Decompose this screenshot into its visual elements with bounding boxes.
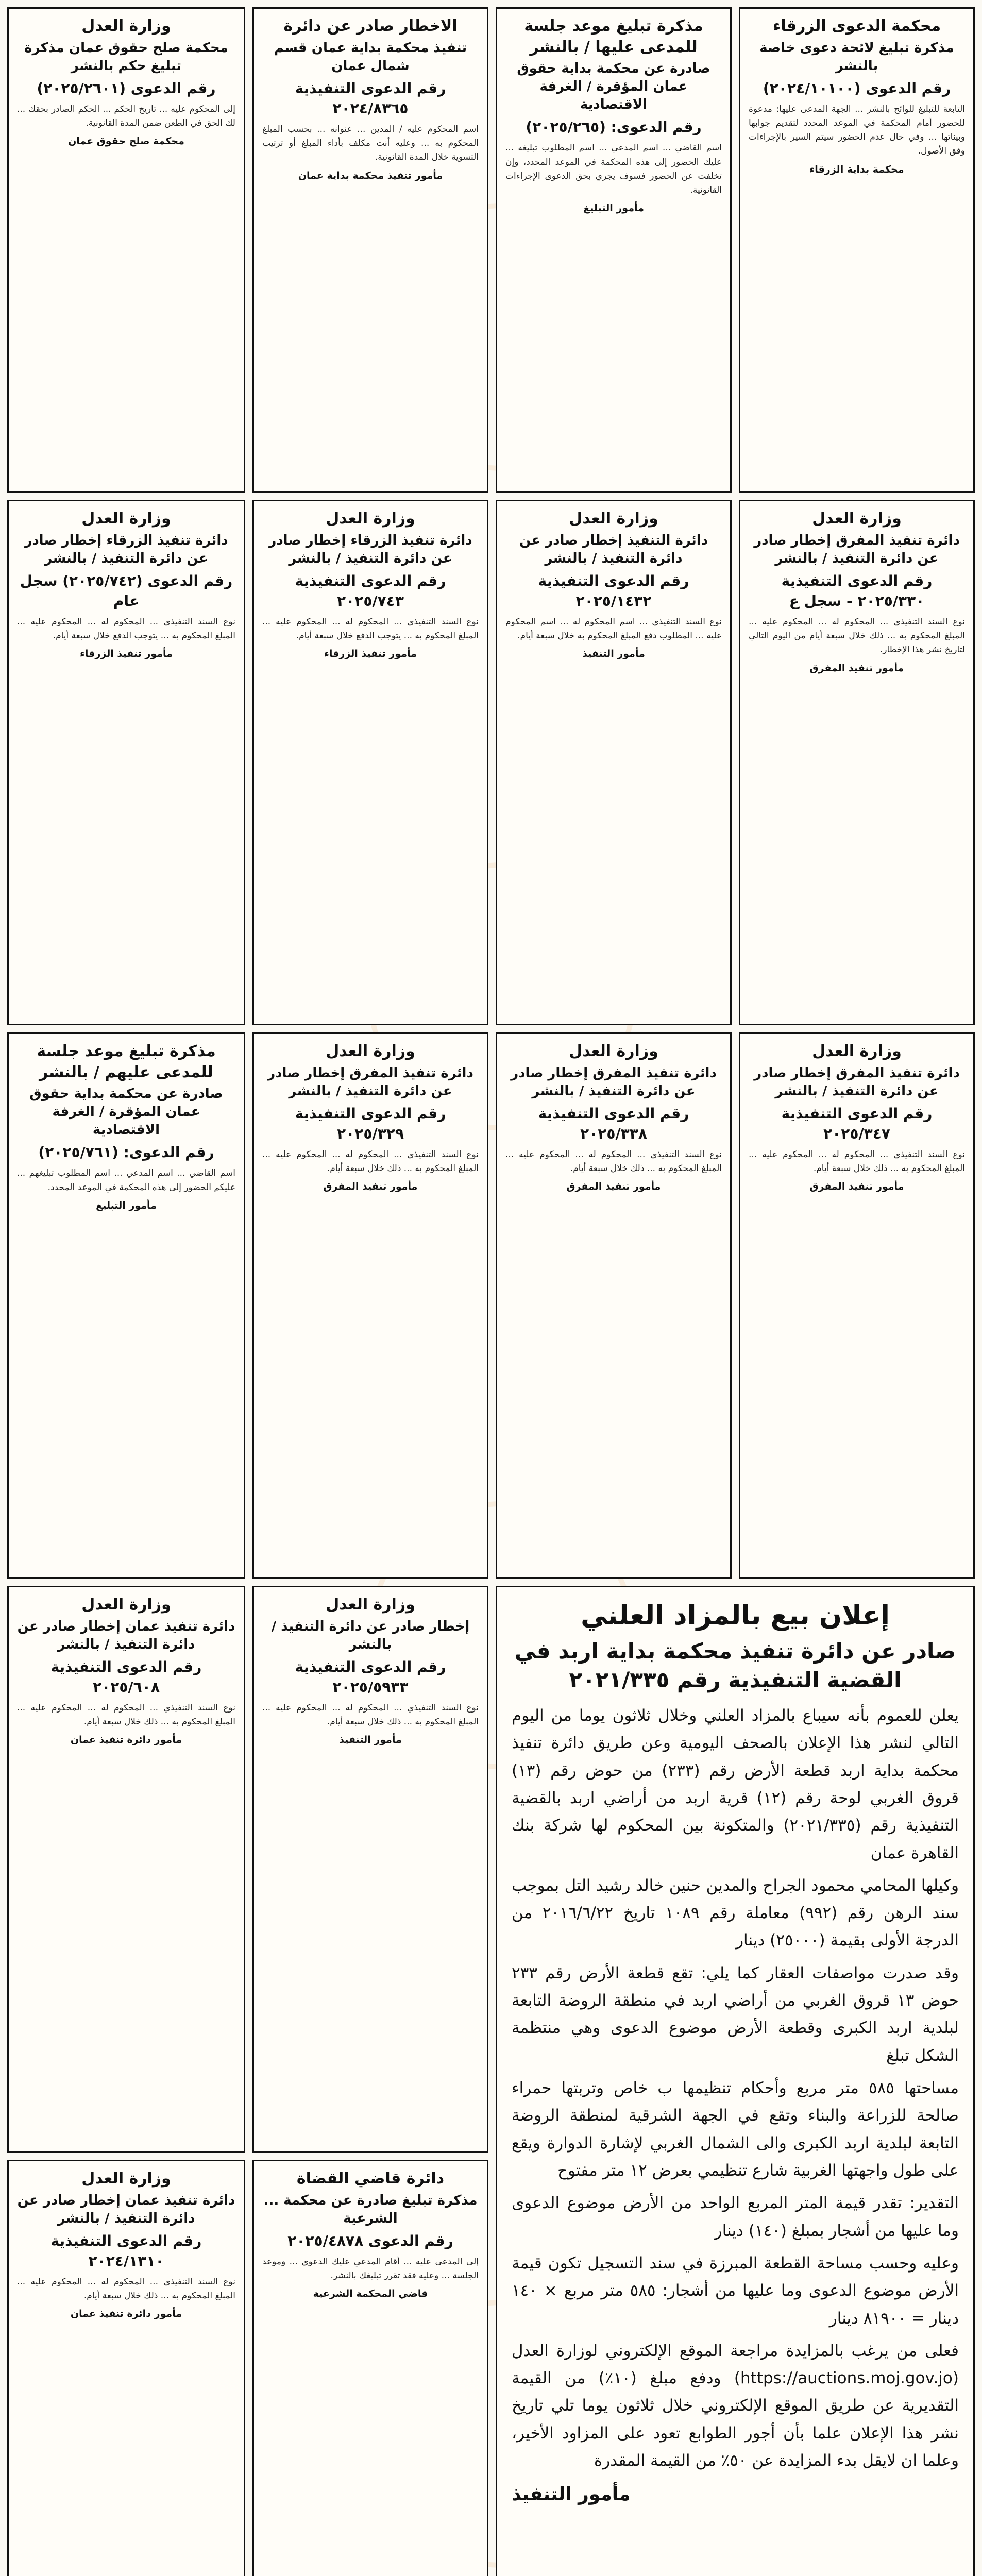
notice-card <box>739 1032 975 1579</box>
notice-title: مذكرة تبليغ موعد جلسة للمدعى عليها / بالنشر <box>524 17 703 56</box>
notice-signature: محكمة صلح حقوق عمان <box>68 135 184 147</box>
newspaper-page <box>7 7 975 2576</box>
notice-signature: محكمة بداية الزرقاء <box>809 163 904 175</box>
notice-body: نوع السند التنفيذي ... المحكوم له ... المحكوم عليه ... المبلغ المحكوم به ... ذلك خلال سبعة أيام من اليوم التالي لتاريخ نشر هذا الإخطار. <box>749 617 965 655</box>
notice-body: نوع السند التنفيذي ... المحكوم له ... المحكوم عليه ... المبلغ المحكوم به ... ذلك خلال سبعة أيام. <box>262 1149 479 1174</box>
notice-body: التابعة للتبليغ للوائح بالنشر ... الجهة المدعى عليها: مدعوة للحضور أمام المحكمة في الموعد المحدد لتقديم جوابها وبيناتها ... وفي حال عدم الحضور سيتم السير بالإجراءات وفق الأصول. <box>749 104 965 157</box>
notice-card <box>252 2160 488 2576</box>
case-number: رقم الدعوى التنفيذية ٢٠٢٤/٨٣٦٥ <box>295 79 446 117</box>
case-number: رقم الدعوى التنفيذية ٢٠٢٥/٣٢٩ <box>295 1105 446 1142</box>
notice-subtitle: دائرة تنفيذ المفرق إخطار صادر عن دائرة التنفيذ / بالنشر <box>754 1065 960 1099</box>
notice-card <box>739 7 975 493</box>
notice-card <box>7 2160 245 2576</box>
notice-card <box>252 1586 488 2153</box>
notice-card <box>252 1032 488 1579</box>
notice-signature: قاضي المحكمة الشرعية <box>313 2288 428 2300</box>
notice-subtitle: مذكرة تبليغ لائحة دعوى خاصة بالنشر <box>759 40 954 74</box>
case-number: رقم الدعوى التنفيذية ٢٠٢٤/١٣١٠ <box>50 2232 202 2269</box>
case-number: رقم الدعوى: (٢٠٢٥/٧٦١) <box>38 1144 214 1161</box>
case-number: رقم الدعوى التنفيذية ٢٠٢٥/٣٤٧ <box>781 1105 933 1142</box>
notice-title: محكمة الدعوى الزرقاء <box>772 17 941 35</box>
notice-title: وزارة العدل <box>569 510 658 528</box>
case-number: رقم الدعوى التنفيذية ٢٠٢٥/٣٣٠ - سجل ع <box>781 572 933 609</box>
notice-body: نوع السند التنفيذي ... المحكوم له ... المحكوم عليه ... المبلغ المحكوم به ... ذلك خلال سبعة أيام. <box>262 1703 479 1727</box>
notice-subtitle: دائرة التنفيذ إخطار صادر عن دائرة التنفيذ / بالنشر <box>519 532 708 566</box>
notice-card <box>252 7 488 493</box>
notice-card <box>7 1032 245 1579</box>
notice-subtitle: دائرة تنفيذ عمان إخطار صادر عن دائرة التنفيذ / بالنشر <box>17 1618 235 1652</box>
auction-subtitle: صادر عن دائرة تنفيذ محكمة بداية اربد في القضية التنفيذية رقم ٢٠٢١/٣٣٥ <box>514 1638 956 1693</box>
auction-paragraph: مساحتها ٥٨٥ متر مربع وأحكام تنظيمها ب خاص وتربتها حمراء صالحة للزراعة والبناء وتقع في الجهة الشرقية لمنطقة الروضة التابعة لبلدية اربد الكبرى والى الشمال الغربي لإشارة الدوارة ويقع على طول واجهتها الغربية شارع تنظيمي بعرض ١٢ متر مفتوح <box>512 2079 959 2180</box>
auction-title: إعلان بيع بالمزاد العلني <box>581 1600 890 1631</box>
notice-signature: مأمور تنفيذ المفرق <box>323 1181 418 1193</box>
auction-paragraph: التقدير: تقدر قيمة المتر المربع الواحد من الأرض موضوع الدعوى وما عليها من أشجار بمبلغ (١٤٠) دينار <box>512 2194 959 2240</box>
notice-signature: مأمور التبليغ <box>96 1199 157 1211</box>
auction-paragraph: فعلى من يرغب بالمزايدة مراجعة الموقع الإلكتروني لوزارة العدل (https://auctions.moj.gov.jo) ودفع مبلغ (١٠٪) من القيمة التقديرية عن طريق الموقع الإلكتروني خلال ثلاثون يوما تلي تاريخ نشر هذا الإعلان علما بأن أجور الطوابع تعود على المزاود الأخير، وعلما ان لايقل بدء المزايدة عن ٥٠٪ من القيمة المقدرة <box>512 2341 959 2470</box>
notice-body: اسم القاضي ... اسم المدعي ... اسم المطلوب تبليغهم ... عليكم الحضور إلى هذه المحكمة في الموعد المحدد. <box>17 1168 235 1193</box>
notice-subtitle: تنفيذ محكمة بداية عمان قسم شمال عمان <box>274 40 467 74</box>
notice-body: نوع السند التنفيذي ... المحكوم له ... المحكوم عليه ... المبلغ المحكوم به ... يتوجب الدفع خلال سبعة أيام. <box>17 617 235 641</box>
notice-subtitle: دائرة تنفيذ الزرقاء إخطار صادر عن دائرة التنفيذ / بالنشر <box>24 532 228 566</box>
notice-title: وزارة العدل <box>81 17 171 35</box>
notice-title: وزارة العدل <box>81 2170 171 2188</box>
notice-signature: مأمور تنفيذ المفرق <box>566 1181 661 1193</box>
auction-paragraph: يعلن للعموم بأنه سيباع بالمزاد العلني وخلال ثلاثون يوما من اليوم التالي لنشر هذا الإعلان بالصحف اليومية وعن طريق دائرة تنفيذ محكمة بداية اربد قطعة الأرض رقم (٢٣٣) من حوض رقم (١٣) قروق الغربي لوحة رقم (١٢) قرية اربد من أراضي اربد بالقضية التنفيذية رقم (٢٠٢١/٣٣٥) والمتكونة بين المحكوم لها شركة بنك القاهرة عمان <box>512 1706 959 1862</box>
auction-paragraph: وقد صدرت مواصفات العقار كما يلي: تقع قطعة الأرض رقم ٢٣٣ حوض ١٣ قروق الغربي من أراضي اربد في منطقة الروضة التابعة لبلدية اربد الكبرى وقطعة الأرض موضوع الدعوى وهي منتظمة الشكل تبلغ <box>512 1963 959 2065</box>
notice-subtitle: دائرة تنفيذ المفرق إخطار صادر عن دائرة التنفيذ / بالنشر <box>267 1065 473 1099</box>
notice-signature: مأمور تنفيذ محكمة بداية عمان <box>298 170 443 181</box>
notice-body: إلى المحكوم عليه ... تاريخ الحكم ... الحكم الصادر بحقك ... لك الحق في الطعن ضمن المدة القانونية. <box>17 104 235 129</box>
case-number: رقم الدعوى التنفيذية ٢٠٢٥/٧٤٣ <box>295 572 446 609</box>
case-number: رقم الدعوى التنفيذية ٢٠٢٥/٣٣٨ <box>538 1105 689 1142</box>
case-number: رقم الدعوى ٢٠٢٥/٤٨٧٨ <box>287 2232 453 2249</box>
notice-body: نوع السند التنفيذي ... المحكوم له ... المحكوم عليه ... المبلغ المحكوم به ... يتوجب الدفع خلال سبعة أيام. <box>262 617 479 641</box>
notice-signature: مأمور تنفيذ الزرقاء <box>324 648 417 660</box>
notice-card <box>496 500 732 1025</box>
notice-card <box>7 1586 245 2153</box>
notice-signature: مأمور تنفيذ الزرقاء <box>80 648 173 660</box>
auction-signature: مأمور التنفيذ <box>512 2484 631 2505</box>
notice-body: نوع السند التنفيذي ... المحكوم له ... المحكوم عليه ... المبلغ المحكوم به ... ذلك خلال سبعة أيام. <box>749 1149 965 1174</box>
notice-title: وزارة العدل <box>326 1596 415 1614</box>
notice-card <box>252 500 488 1025</box>
notice-body: اسم المحكوم عليه / المدين ... عنوانه ... بحسب المبلغ المحكوم به ... وعليه أنت مكلف بأداء المبلغ أو ترتيب التسوية خلال المدة القانونية. <box>262 124 479 163</box>
notice-signature: مأمور التبليغ <box>583 202 644 214</box>
case-number: رقم الدعوى: (٢٠٢٥/٢٦٥) <box>526 118 702 136</box>
notice-title: وزارة العدل <box>81 510 171 528</box>
notice-subtitle: إخطار صادر عن دائرة التنفيذ / بالنشر <box>271 1618 470 1652</box>
notice-signature: مأمور دائرة تنفيذ عمان <box>70 1734 182 1746</box>
auction-paragraph: وكيلها المحامي محمود الجراح والمدين حنين خالد رشيد التل بموجب سند الرهن رقم (٩٩٢) معاملة رقم ١٠٨٩ تاريخ ٢٠١٦/٦/٢٢ من الدرجة الأولى بقيمة (٢٥٠٠٠) دينار <box>512 1876 959 1950</box>
notice-card <box>496 1032 732 1579</box>
notice-subtitle: صادرة عن محكمة بداية حقوق عمان المؤقرة / الغرفة الاقتصادية <box>517 61 710 113</box>
notice-body: اسم القاضي ... اسم المدعي ... اسم المطلوب تبليغه ... عليك الحضور إلى هذه المحكمة في الموعد المحدد، وإن تخلفت عن الحضور فسوف يجري بحق الدعوى الإجراءات القانونية. <box>505 143 722 196</box>
notice-signature: مأمور تنفيذ المفرق <box>809 1181 904 1193</box>
notice-title: مذكرة تبليغ موعد جلسة للمدعى عليهم / بالنشر <box>37 1042 216 1081</box>
notice-signature: مأمور دائرة تنفيذ عمان <box>70 2308 182 2320</box>
notice-subtitle: دائرة تنفيذ المفرق إخطار صادر عن دائرة التنفيذ / بالنشر <box>511 1065 717 1099</box>
notice-body: إلى المدعى عليه ... أقام المدعي عليك الدعوى ... وموعد الجلسة ... وعليه فقد تقرر تبليغك بالنشر. <box>262 2256 479 2281</box>
notice-subtitle: دائرة تنفيذ الزرقاء إخطار صادر عن دائرة التنفيذ / بالنشر <box>268 532 472 566</box>
auction-body <box>512 1702 959 2475</box>
notice-body: نوع السند التنفيذي ... المحكوم له ... المحكوم عليه ... المبلغ المحكوم به ... ذلك خلال سبعة أيام. <box>17 1703 235 1727</box>
notice-signature: مأمور التنفيذ <box>339 1734 402 1746</box>
notice-title: دائرة قاضي القضاة <box>296 2170 445 2188</box>
auction-notice <box>496 1586 975 2576</box>
case-number: رقم الدعوى (٢٠٢٥/٧٤٢) سجل عام <box>20 572 233 609</box>
notice-title: وزارة العدل <box>812 1042 902 1060</box>
notice-subtitle: مذكرة تبليغ صادرة عن محكمة ... الشرعية <box>263 2192 478 2226</box>
case-number: رقم الدعوى التنفيذية ٢٠٢٥/٥٩٣٣ <box>295 1658 446 1696</box>
notice-card <box>7 500 245 1025</box>
notice-title: الاخطار صادر عن دائرة <box>283 17 458 35</box>
case-number: رقم الدعوى التنفيذية ٢٠٢٥/٦٠٨ <box>50 1658 202 1696</box>
notice-subtitle: دائرة تنفيذ المفرق إخطار صادر عن دائرة التنفيذ / بالنشر <box>754 532 960 566</box>
case-number: رقم الدعوى (٢٠٢٤/١٠١٠٠) <box>763 79 951 97</box>
notice-title: وزارة العدل <box>81 1596 171 1614</box>
notice-title: وزارة العدل <box>569 1042 658 1060</box>
auction-paragraph: وعليه وحسب مساحة القطعة المبرزة في سند التسجيل تكون قيمة الأرض موضوع الدعوى وما عليها من أشجار: ٥٨٥ متر مربع × ١٤٠ دينار = ٨١٩٠٠ دينار <box>512 2253 959 2328</box>
notice-subtitle: محكمة صلح حقوق عمان مذكرة تبليغ حكم بالنشر <box>24 40 228 74</box>
case-number: رقم الدعوى (٢٠٢٥/٢٦٠١) <box>37 79 216 97</box>
notice-signature: مأمور تنفيذ المفرق <box>809 662 904 674</box>
notice-signature: مأمور التنفيذ <box>582 648 645 660</box>
notice-body: نوع السند التنفيذي ... المحكوم له ... المحكوم عليه ... المبلغ المحكوم به ... ذلك خلال سبعة أيام. <box>505 1149 722 1174</box>
notice-title: وزارة العدل <box>326 510 415 528</box>
notice-card <box>739 500 975 1025</box>
notice-subtitle: صادرة عن محكمة بداية حقوق عمان المؤقرة / الغرفة الاقتصادية <box>29 1086 223 1138</box>
notice-card <box>7 7 245 493</box>
notice-card <box>496 7 732 493</box>
case-number: رقم الدعوى التنفيذية ٢٠٢٥/١٤٣٢ <box>538 572 689 609</box>
notice-title: وزارة العدل <box>326 1042 415 1060</box>
notice-body: نوع السند التنفيذي ... اسم المحكوم له ... اسم المحكوم عليه ... المطلوب دفع المبلغ المحكوم به خلال سبعة أيام. <box>505 617 722 641</box>
notice-body: نوع السند التنفيذي ... المحكوم له ... المحكوم عليه ... المبلغ المحكوم به ... ذلك خلال سبعة أيام. <box>17 2277 235 2301</box>
notice-subtitle: دائرة تنفيذ عمان إخطار صادر عن دائرة التنفيذ / بالنشر <box>17 2192 235 2226</box>
notice-title: وزارة العدل <box>812 510 902 528</box>
